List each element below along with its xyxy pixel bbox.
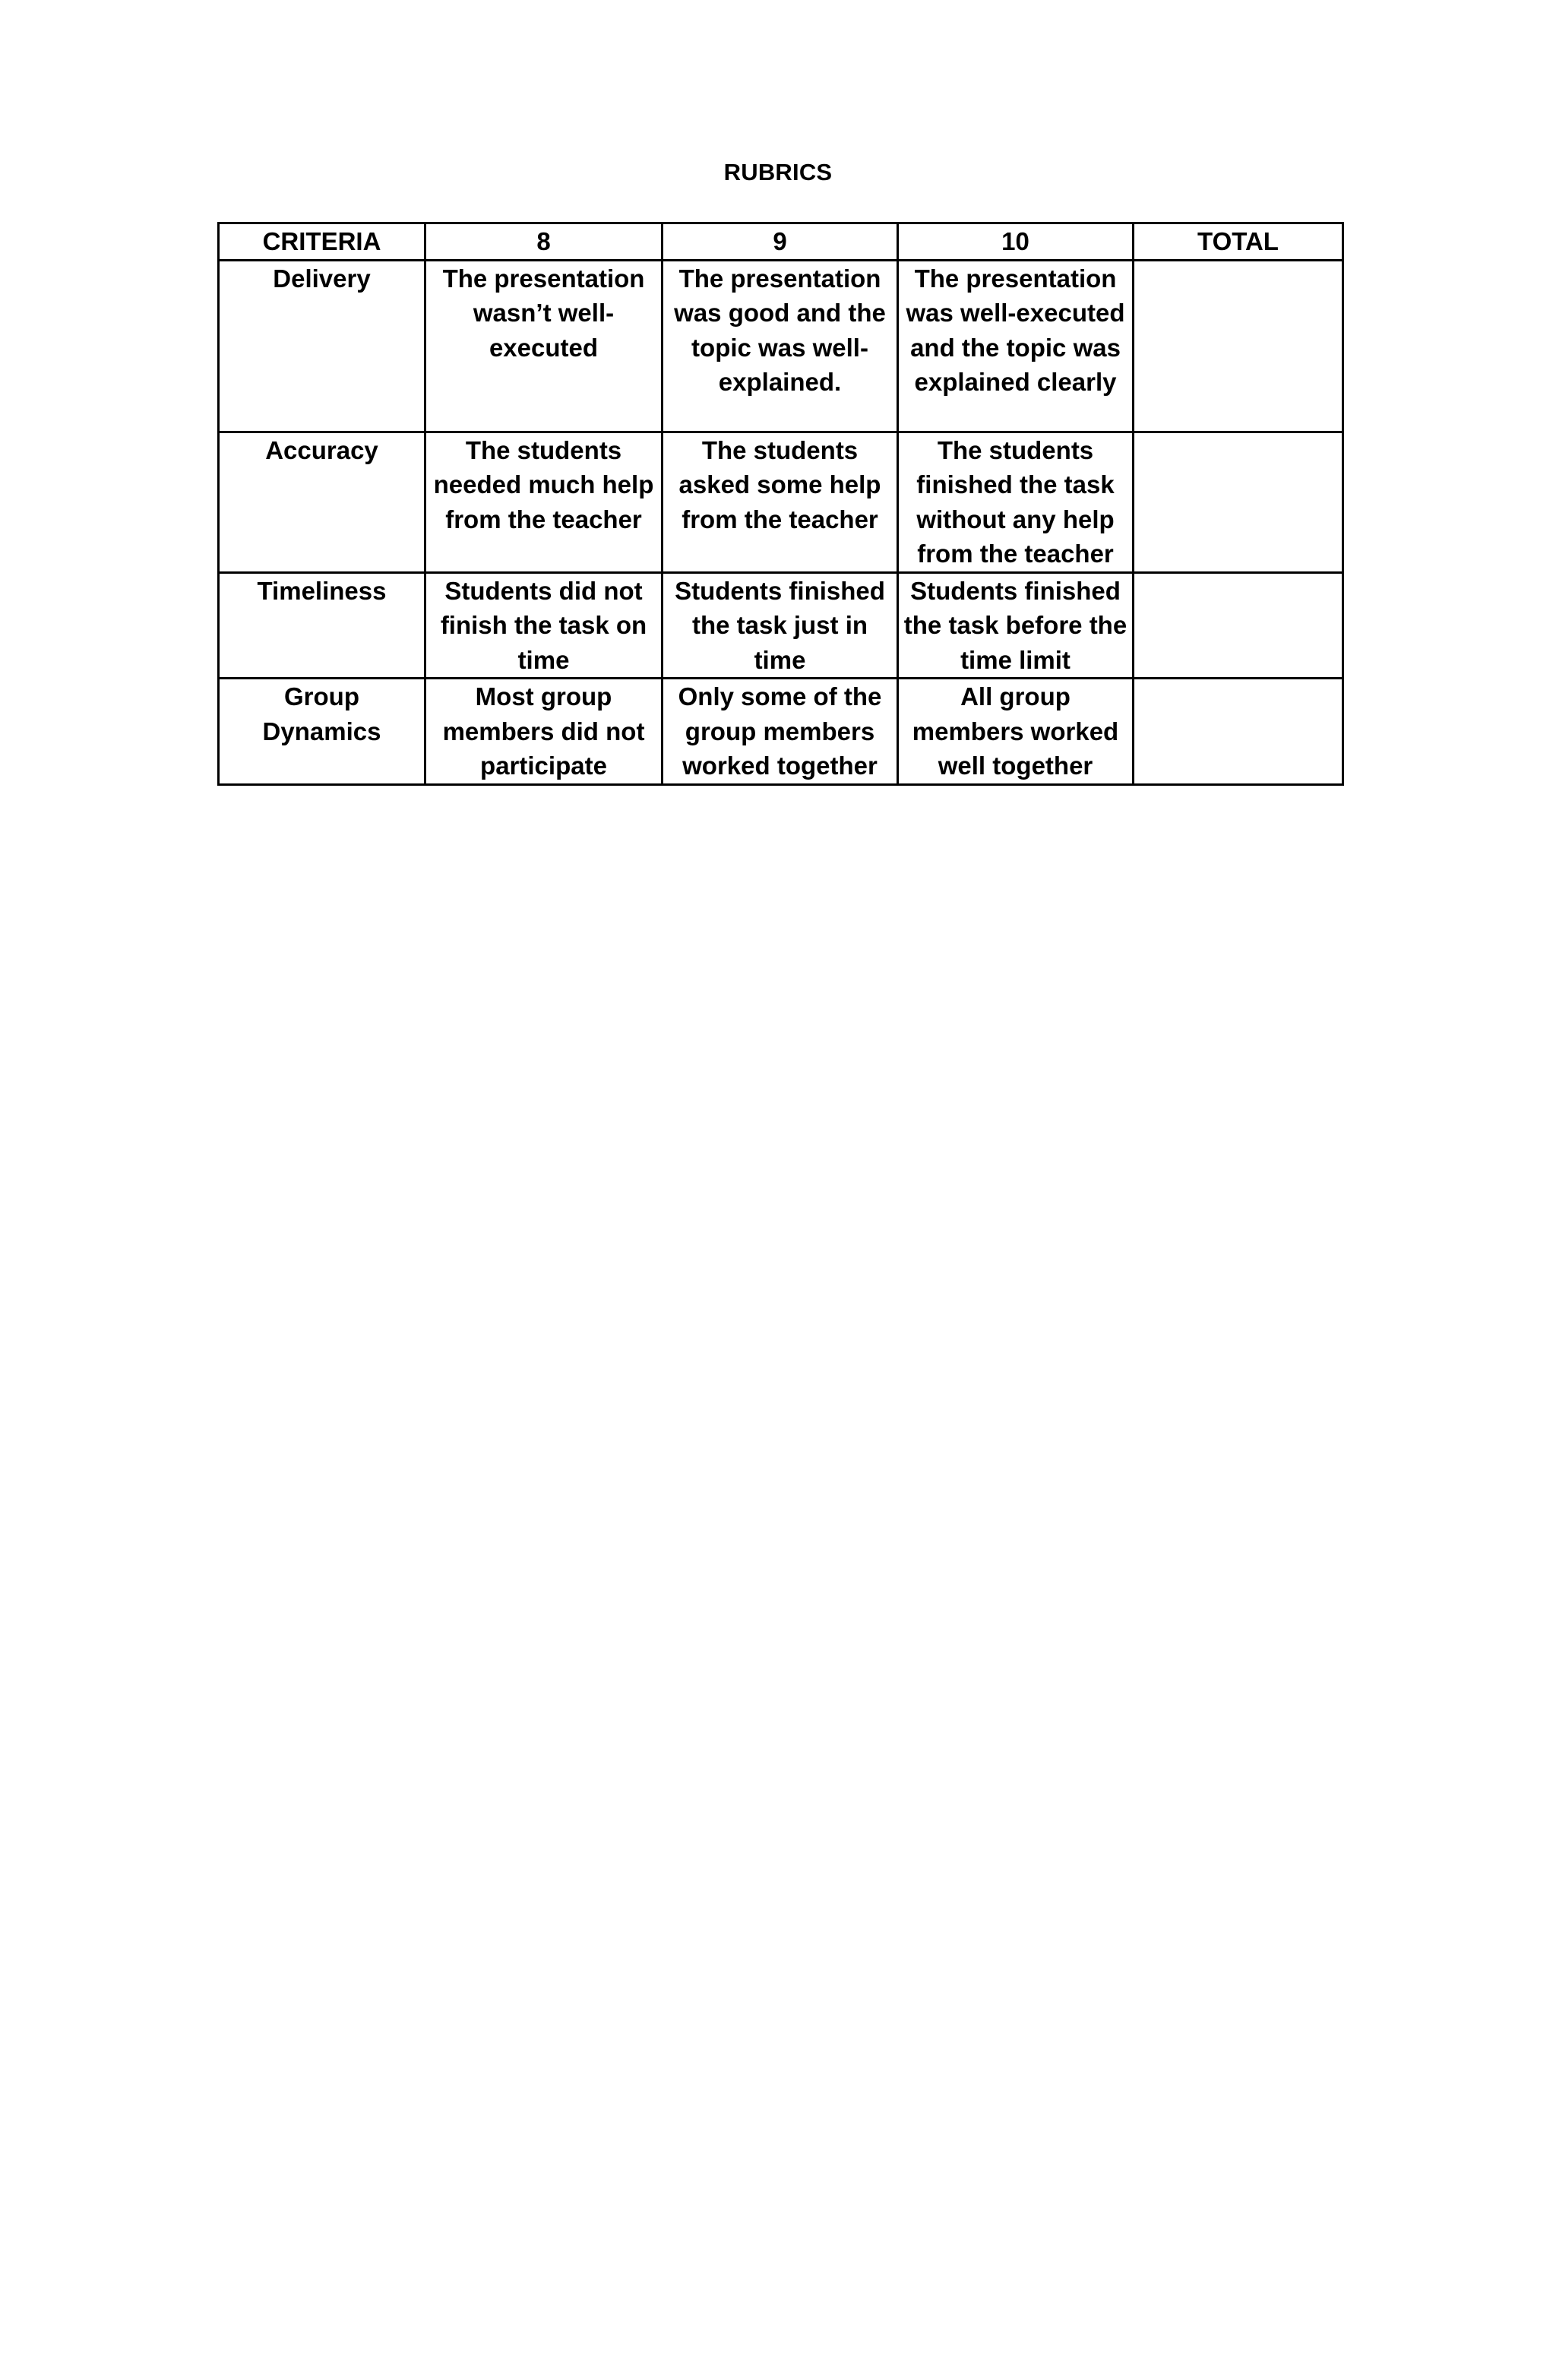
- header-score-8: 8: [425, 223, 663, 261]
- total-cell: [1134, 679, 1343, 785]
- total-cell: [1134, 432, 1343, 572]
- table-header-row: [219, 223, 1343, 261]
- table-row: [219, 432, 1343, 572]
- score-8-cell: The students needed much help from the teacher: [425, 432, 663, 572]
- score-10-cell: All group members worked well together: [898, 679, 1134, 785]
- score-10-cell: Students finished the task before the time limit: [898, 572, 1134, 679]
- criteria-cell: Delivery: [219, 260, 425, 432]
- page-title: RUBRICS: [723, 159, 833, 185]
- criteria-cell: Accuracy: [219, 432, 425, 572]
- score-8-cell: Most group members did not participate: [425, 679, 663, 785]
- score-8-cell: The presentation wasn’t well-executed: [425, 260, 663, 432]
- header-score-9: 9: [663, 223, 898, 261]
- total-cell: [1134, 572, 1343, 679]
- header-criteria: CRITERIA: [219, 223, 425, 261]
- score-8-cell: Students did not finish the task on time: [425, 572, 663, 679]
- criteria-cell: Group Dynamics: [219, 679, 425, 785]
- score-9-cell: The presentation was good and the topic was well-explained.: [663, 260, 898, 432]
- table-row: [219, 679, 1343, 785]
- rubric-table: [217, 222, 1344, 786]
- score-10-cell: The students finished the task without any help from the teacher: [898, 432, 1134, 572]
- table-row: [219, 572, 1343, 679]
- score-10-cell: The presentation was well-executed and the topic was explained clearly: [898, 260, 1134, 432]
- score-9-cell: The students asked some help from the teacher: [663, 432, 898, 572]
- criteria-cell: Timeliness: [219, 572, 425, 679]
- header-total: TOTAL: [1134, 223, 1343, 261]
- table-row: [219, 260, 1343, 432]
- score-9-cell: Only some of the group members worked together: [663, 679, 898, 785]
- total-cell: [1134, 260, 1343, 432]
- header-score-10: 10: [898, 223, 1134, 261]
- score-9-cell: Students finished the task just in time: [663, 572, 898, 679]
